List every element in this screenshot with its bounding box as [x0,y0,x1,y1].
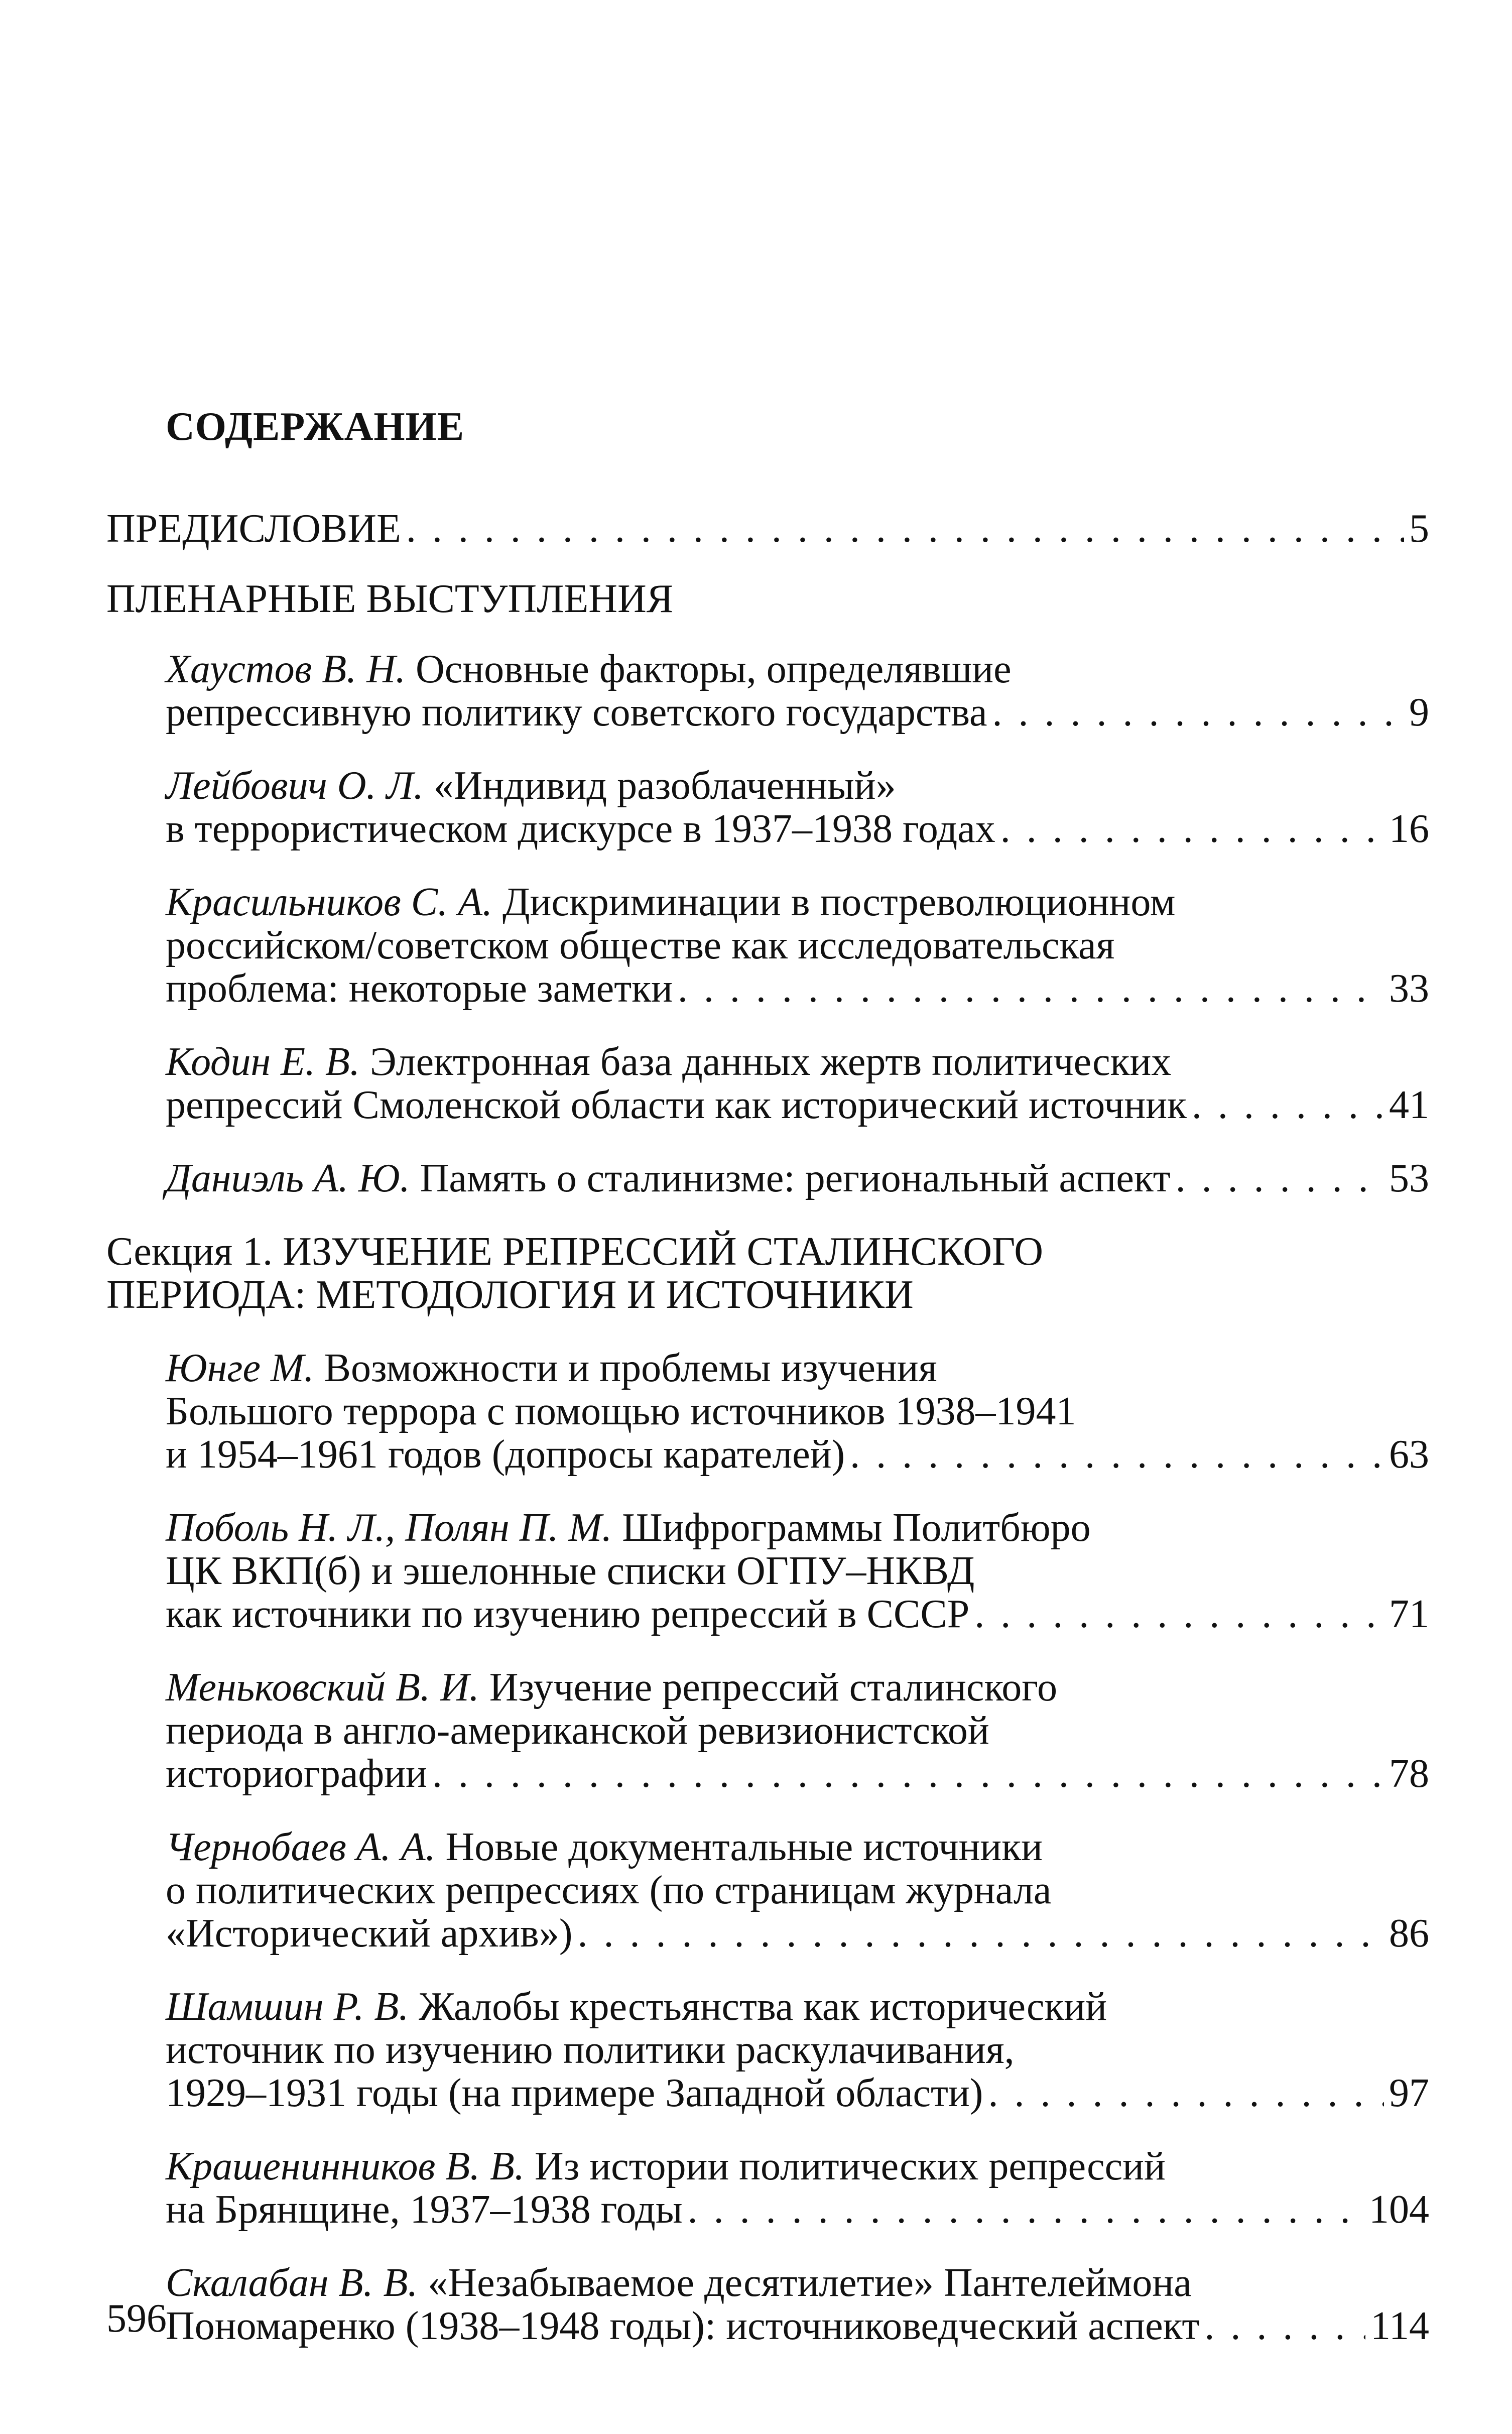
entry-line [166,881,1429,924]
toc-entry[interactable] [166,648,1429,734]
preface-label: ПРЕДИСЛОВИЕ [106,507,401,551]
toc-entry[interactable] [166,1157,1429,1200]
leader-dots [1192,1083,1384,1127]
page-ref: 9 [1409,690,1429,735]
entry-line [166,1157,1171,1200]
entry-title-text: о политических репрессиях (по страницам журнала [166,1868,1052,1912]
leader-dots [974,1593,1384,1636]
entry-title-text: Возможности и проблемы изучения [324,1346,937,1390]
toc-entry[interactable] [166,1826,1429,1955]
page-ref: 41 [1389,1083,1429,1127]
entry-line [166,1506,1429,1549]
toc-entry[interactable] [166,1040,1429,1127]
leader-dots [992,691,1404,734]
entry-title-text: Большого террора с помощью источников 1938–1941 [166,1389,1076,1433]
page-ref: 104 [1369,2187,1429,2232]
entry-author: Меньковский В. И. [166,1665,479,1710]
page-ref: 97 [1389,2071,1429,2115]
leader-dots [1176,1157,1384,1200]
entry-title-text: историографии [166,1752,427,1796]
entry-last-line [166,1083,1429,1127]
entry-title-text: Основные факторы, определявшие [415,647,1012,691]
entry-title-text: в террористическом дискурсе в 1937–1938 годах [166,807,995,851]
entry-title-text: Пономаренко (1938–1948 годы): источниковедческий аспект [166,2304,1200,2348]
entry-author: Скалабан В. В. [166,2261,418,2305]
entry-author: Красильников С. А. [166,880,492,924]
page-ref: 78 [1389,1752,1429,1796]
leader-dots [1204,2304,1365,2348]
leader-dots [988,2072,1384,2115]
entry-author: Даниэль А. Ю. [166,1156,410,1200]
entry-title-text: источник по изучению политики раскулачивания, [166,2028,1015,2072]
entry-title-text: Электронная база данных жертв политических [369,1040,1172,1084]
page-ref: 71 [1389,1592,1429,1636]
entry-title-text: Шифрограммы Политбюро [622,1506,1091,1550]
toc-entry[interactable] [166,764,1429,850]
contents-title: СОДЕРЖАНИЕ [166,405,465,449]
leader-dots [432,1752,1384,1795]
entry-author: Юнге М. [166,1346,314,1390]
page-ref: 33 [1389,966,1429,1011]
entry-last-line [166,2188,1429,2231]
toc-entry[interactable] [166,1666,1429,1795]
entry-line [166,1040,1429,1083]
toc-entry-preface[interactable] [106,507,1429,550]
page-ref: 63 [1389,1432,1429,1477]
section-heading-plenary [106,577,1429,621]
entry-title-text: Новые документальные источники [445,1825,1043,1869]
toc-entry[interactable] [166,2261,1429,2348]
entry-line [166,2261,1429,2304]
entry-last-line [166,967,1429,1010]
section-heading-line: Секция 1. ИЗУЧЕНИЕ РЕПРЕССИЙ СТАЛИНСКОГО [106,1230,1044,1274]
table-of-contents [106,507,1429,2378]
entry-author: Крашенинников В. В. [166,2144,525,2188]
page-ref: 5 [1409,507,1429,551]
leader-dots [1000,807,1384,850]
entry-title-text: и 1954–1961 годов (допросы карателей) [166,1432,845,1477]
leader-dots [688,2188,1364,2231]
entry-last-line [166,691,1429,734]
entry-author: Чернобаев А. А. [166,1825,436,1869]
leader-dots [577,1912,1384,1955]
entry-title-text: российском/советском обществе как исследовательская [166,923,1115,967]
toc-entry[interactable] [166,2145,1429,2231]
entry-line [166,1666,1429,1709]
section-heading-line: ПЕРИОДА: МЕТОДОЛОГИЯ И ИСТОЧНИКИ [106,1273,914,1317]
entry-last-line [166,2304,1429,2348]
entry-title-text: репрессивную политику советского государства [166,690,987,735]
entry-title-text: «Незабываемое десятилетие» Пантелеймона [428,2261,1192,2305]
page-ref: 53 [1389,1156,1429,1200]
page-ref: 16 [1389,807,1429,851]
section-1-entries [106,1347,1429,2348]
leader-dots [406,507,1404,550]
entry-line [166,648,1429,691]
entry-title-text: Память о сталинизме: региональный аспект [420,1156,1171,1200]
section-heading-section-1 [106,1230,1429,1316]
entry-last-line [166,1912,1429,1955]
entry-last-line [166,807,1429,850]
toc-entry[interactable] [166,1985,1429,2115]
entry-last-line [166,1157,1429,1200]
entry-title-text: Жалобы крестьянства как исторический [419,1985,1107,2029]
toc-entry[interactable] [166,881,1429,1010]
entry-line [166,1826,1429,1869]
entry-title-text: на Брянщине, 1937–1938 годы [166,2187,683,2232]
leader-dots [850,1433,1384,1476]
entry-last-line [166,1433,1429,1476]
entry-line [166,764,1429,807]
plenary-entries [106,648,1429,1200]
entry-last-line [166,1593,1429,1636]
page-ref: 86 [1389,1911,1429,1956]
entry-author: Поболь Н. Л., Полян П. М. [166,1506,612,1550]
toc-entry[interactable] [166,1347,1429,1476]
entry-title-text: «Исторический архив») [166,1911,573,1956]
entry-title-text: Из истории политических репрессий [534,2144,1166,2188]
entry-line [166,2145,1429,2188]
entry-title-text: «Индивид разоблаченный» [433,764,896,808]
entry-author: Хаустов В. Н. [166,647,406,691]
entry-line [166,1985,1429,2028]
entry-title-text: проблема: некоторые заметки [166,966,673,1011]
entry-author: Шамшин Р. В. [166,1985,409,2029]
entry-title-text: Изучение репрессий сталинского [489,1665,1058,1710]
page-number: 596 [106,2296,167,2341]
leader-dots [678,967,1384,1010]
entry-title-text: Дискриминации в постреволюционном [502,880,1176,924]
entry-line [166,1347,1429,1390]
entry-author: Кодин Е. В. [166,1040,360,1084]
entry-title-text: периода в англо-американской ревизионистской [166,1709,989,1753]
entry-author: Лейбович О. Л. [166,764,424,808]
section-heading-line: ПЛЕНАРНЫЕ ВЫСТУПЛЕНИЯ [106,577,674,621]
entry-title-text: ЦК ВКП(б) и эшелонные списки ОГПУ–НКВД [166,1549,975,1593]
entry-last-line [166,2072,1429,2115]
page-ref: 114 [1370,2304,1429,2348]
entry-last-line [166,1752,1429,1795]
entry-title-text: 1929–1931 годы (на примере Западной области) [166,2071,983,2115]
entry-title-text: как источники по изучению репрессий в СССР [166,1592,970,1636]
toc-entry[interactable] [166,1506,1429,1636]
entry-title-text: репрессий Смоленской области как исторический источник [166,1083,1187,1127]
